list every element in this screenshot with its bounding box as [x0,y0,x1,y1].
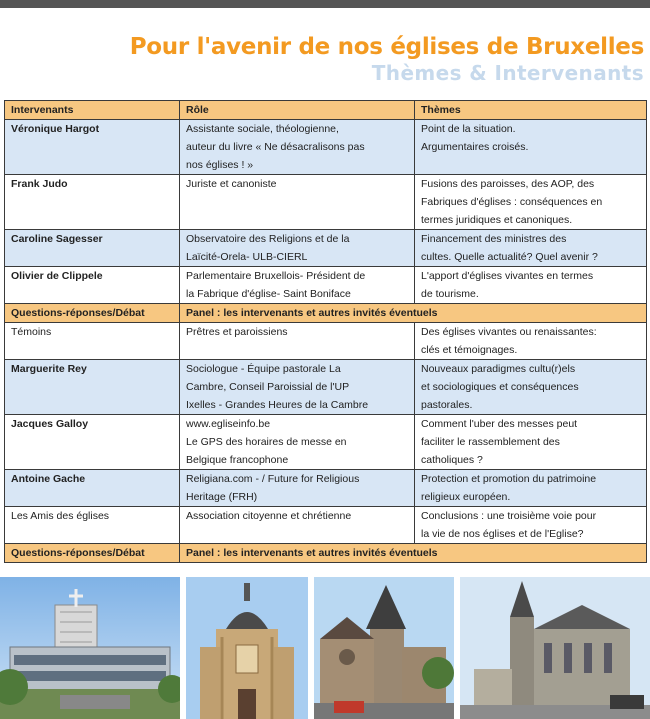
role-line: Laïcité-Orela- ULB-CIERL [186,251,308,263]
theme-line: Protection et promotion du patrimoine [421,473,597,485]
theme-line: Nouveaux paradigmes cultu(r)els [421,363,576,375]
theme-line: Financement des ministres des [421,233,567,245]
role-line: Cambre, Conseil Paroissial de l'UP [186,381,350,393]
role-line: Prêtres et paroissiens [186,326,288,338]
table-row [5,323,647,360]
panel-text: Panel : les intervenants et autres invités éventuels [180,304,647,323]
panel-text: Panel : les intervenants et autres invités éventuels [180,544,647,563]
table-row [5,230,647,267]
talk-theme [415,470,647,507]
table-row [5,267,647,304]
role-line: la Fabrique d'église- Saint Boniface [186,288,351,300]
table-row [5,120,647,175]
table-row [5,507,647,544]
theme-line: faciliter le rassemblement des [421,436,560,448]
photo-strip [0,577,650,719]
talk-theme [415,175,647,230]
baroque-chapel-photo [186,577,308,719]
header-role: Rôle [180,101,415,120]
role-line: Sociologue - Équipe pastorale La [186,363,341,375]
speaker-name: Véronique Hargot [5,120,180,175]
theme-line: Comment l'uber des messes peut [421,418,578,430]
theme-line: Argumentaires croisés. [421,141,529,153]
role-line: nos églises ! » [186,159,254,171]
theme-line: Point de la situation. [421,123,516,135]
gothic-church-photo [460,577,650,719]
qa-label: Questions-réponses/Débat [5,544,180,563]
theme-line: termes juridiques et canoniques. [421,214,573,226]
speaker-role [180,267,415,304]
theme-line: de tourisme. [421,288,479,300]
talk-theme [415,323,647,360]
talk-theme [415,230,647,267]
speaker-role [180,323,415,360]
theme-line: la vie de nos églises et de l'Eglise? [421,528,584,540]
speaker-role [180,230,415,267]
table-row [5,470,647,507]
brick-church-photo [314,577,454,719]
talk-theme [415,360,647,415]
speaker-role [180,415,415,470]
header-intervenants: Intervenants [5,101,180,120]
talk-theme [415,120,647,175]
theme-line: pastorales. [421,399,473,411]
speaker-name: Caroline Sagesser [5,230,180,267]
speaker-name: Marguerite Rey [5,360,180,415]
role-line: Juriste et canoniste [186,178,277,190]
speaker-name: Antoine Gache [5,470,180,507]
theme-line: religieux européen. [421,491,511,503]
theme-line: Fusions des paroisses, des AOP, des [421,178,595,190]
theme-line: L'apport d'églises vivantes en termes [421,270,594,282]
speaker-name: Frank Judo [5,175,180,230]
talk-theme [415,267,647,304]
theme-line: cultes. Quelle actualité? Quel avenir ? [421,251,598,263]
header-themes: Thèmes [415,101,647,120]
role-line: www.egliseinfo.be [186,418,271,430]
qa-label: Questions-réponses/Débat [5,304,180,323]
role-line: Observatoire des Religions et de la [186,233,350,245]
qa-row [5,544,647,563]
speaker-role [180,175,415,230]
speaker-name: Les Amis des églises [5,507,180,544]
role-line: auteur du livre « Ne désacralisons pas [186,141,365,153]
theme-line: Des églises vivantes ou renaissantes: [421,326,597,338]
page-title: Pour l'avenir de nos églises de Bruxelles [129,34,644,60]
role-line: Assistante sociale, théologienne, [186,123,339,135]
speaker-name: Témoins [5,323,180,360]
table-row [5,415,647,470]
speaker-name: Jacques Galloy [5,415,180,470]
table-row [5,360,647,415]
speaker-name: Olivier de Clippele [5,267,180,304]
role-line: Le GPS des horaires de messe en [186,436,347,448]
page-subtitle: Thèmes & Intervenants [371,61,644,85]
role-line: Belgique francophone [186,454,289,466]
role-line: Association citoyenne et chrétienne [186,510,352,522]
modern-church-photo [0,577,180,719]
theme-line: et sociologiques et conséquences [421,381,579,393]
speaker-role [180,120,415,175]
talk-theme [415,415,647,470]
theme-line: Conclusions : une troisième voie pour [421,510,597,522]
qa-row [5,304,647,323]
role-line: Parlementaire Bruxellois- Président de [186,270,366,282]
role-line: Religiana.com - / Future for Religious [186,473,360,485]
role-line: Ixelles - Grandes Heures de la Cambre [186,399,369,411]
theme-line: clés et témoignages. [421,344,518,356]
speaker-role [180,470,415,507]
top-bar [0,0,650,8]
talk-theme [415,507,647,544]
speaker-role [180,507,415,544]
table-row [5,175,647,230]
table-header-row [5,101,647,120]
program-table [4,100,647,563]
theme-line: Fabriques d'églises : conséquences en [421,196,603,208]
role-line: Heritage (FRH) [186,491,258,503]
speaker-role [180,360,415,415]
theme-line: catholiques ? [421,454,483,466]
